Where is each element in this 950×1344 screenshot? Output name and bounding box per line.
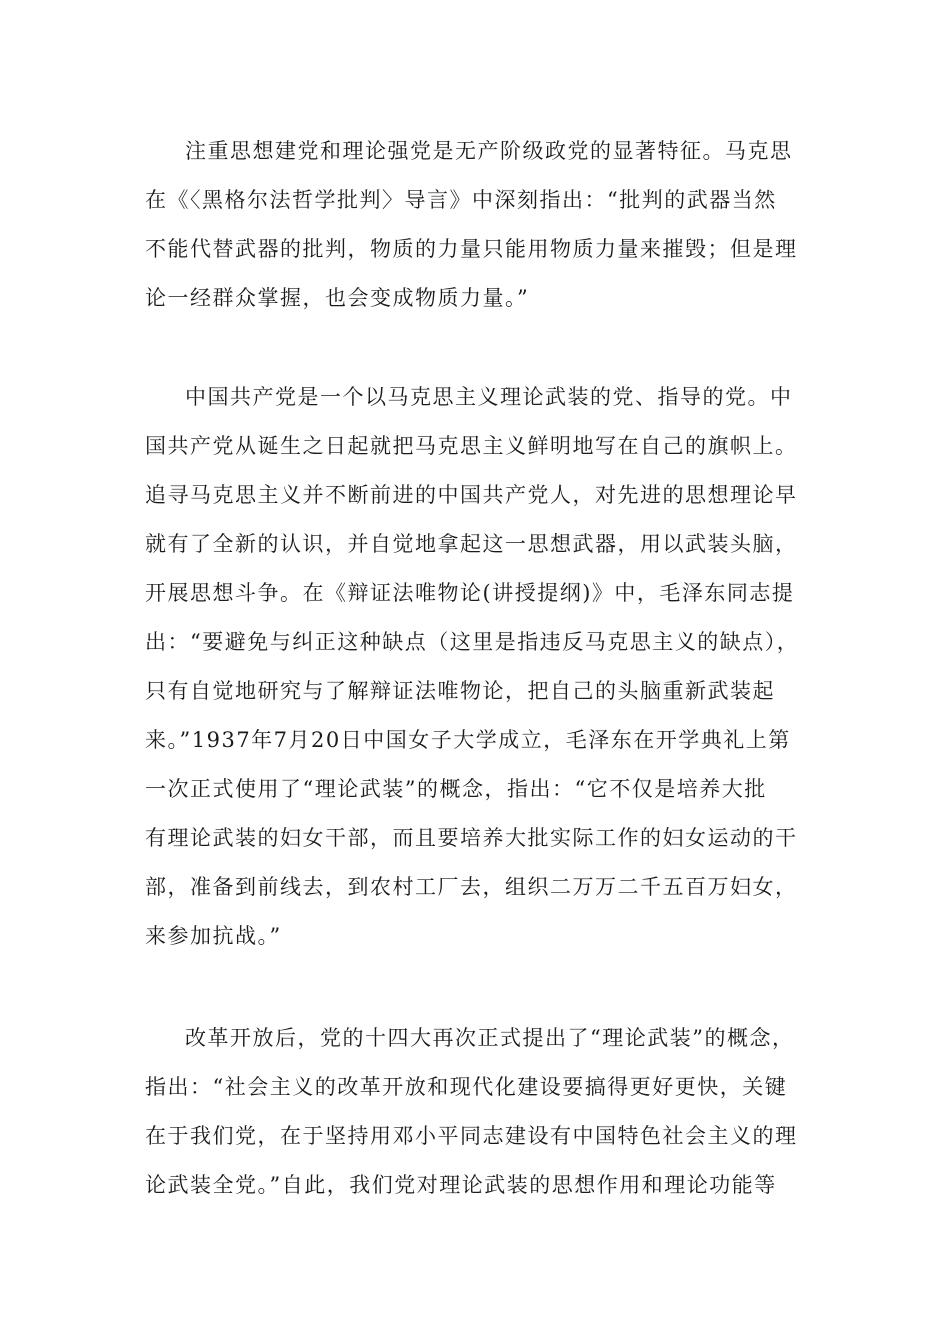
text-line: 中国共产党是一个以马克思主义理论武装的党、指导的党。中 bbox=[185, 385, 793, 409]
text-line: 改革开放后，党的十四大再次正式提出了“理论武装”的概念， bbox=[185, 1026, 795, 1050]
paragraph-1 bbox=[145, 127, 815, 323]
text-line: 出：“要避免与纠正这种缺点（这里是指违反马克思主义的缺点）， bbox=[145, 630, 800, 654]
text-line: 就有了全新的认识，并自觉地拿起这一思想武器，用以武装头脑， bbox=[145, 532, 798, 556]
paragraph-2 bbox=[145, 373, 815, 961]
text-line: 来参加抗战。” bbox=[145, 924, 282, 948]
text-line: 在《〈黑格尔法哲学批判〉导言》中深刻指出：“批判的武器当然 bbox=[145, 188, 777, 212]
text-line: 论一经群众掌握，也会变成物质力量。” bbox=[145, 286, 530, 310]
text-line: 开展思想斗争。在《辩证法唯物论(讲授提纲)》中，毛泽东同志提 bbox=[145, 581, 795, 605]
text-line: 国共产党从诞生之日起就把马克思主义鲜明地写在自己的旗帜上。 bbox=[145, 434, 798, 458]
text-line: 不能代替武器的批判，物质的力量只能用物质力量来摧毁；但是理 bbox=[145, 237, 798, 261]
paragraph-3 bbox=[145, 1014, 815, 1210]
text-line: 论武装全党。”自此，我们党对理论武装的思想作用和理论功能等 bbox=[145, 1173, 777, 1197]
text-line: 部，准备到前线去，到农村工厂去，组织二万万二千五百万妇女， bbox=[145, 875, 798, 899]
text-line: 只有自觉地研究与了解辩证法唯物论，把自己的头脑重新武装起 bbox=[145, 679, 775, 703]
text-line: 追寻马克思主义并不断前进的中国共产党人，对先进的思想理论早 bbox=[145, 483, 798, 507]
text-line: 一次正式使用了“理论武装”的概念，指出：“它不仅是培养大批 bbox=[145, 777, 767, 801]
text-line: 在于我们党，在于坚持用邓小平同志建设有中国特色社会主义的理 bbox=[145, 1124, 798, 1148]
text-line: 来。”1937年7月20日中国女子大学成立，毛泽东在开学典礼上第 bbox=[145, 728, 791, 752]
text-line: 有理论武装的妇女干部，而且要培养大批实际工作的妇女运动的干 bbox=[145, 826, 798, 850]
text-line: 注重思想建党和理论强党是无产阶级政党的显著特征。马克思 bbox=[185, 139, 793, 163]
text-line: 指出：“社会主义的改革开放和现代化建设要搞得更好更快，关键 bbox=[145, 1075, 788, 1099]
